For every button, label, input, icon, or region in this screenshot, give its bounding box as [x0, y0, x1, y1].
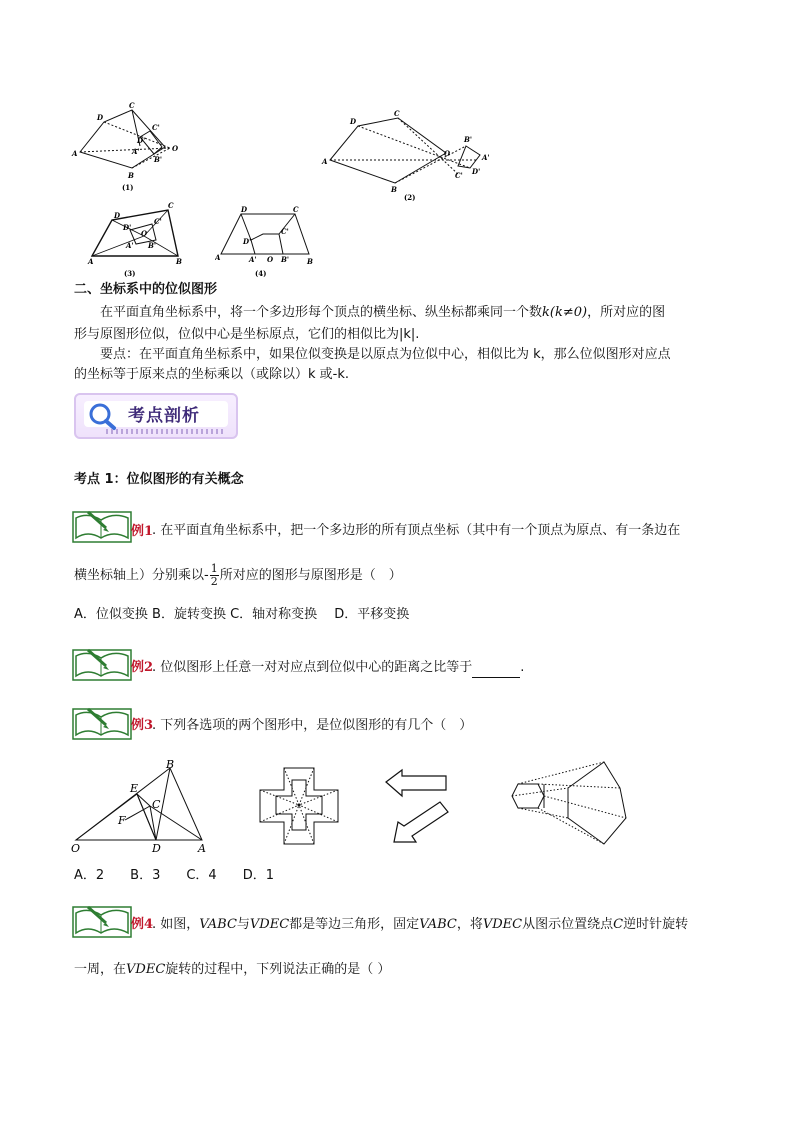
fraction: $\frac{1}{2}$ — [210, 562, 218, 588]
fig4-label-d: D — [241, 205, 248, 214]
fig1-label-bp: B' — [154, 155, 163, 164]
section-heading: 二、坐标系中的位似图形 — [74, 282, 218, 297]
example-4-line2: 一周，在VDEC旋转的过程中，下列说法正确的是（ ） — [74, 962, 391, 977]
ex3-figure-triangles — [70, 758, 215, 854]
fig3-label-o: O — [141, 229, 148, 238]
ex3-label-b: B — [166, 758, 175, 771]
fig2-label-dp: D' — [472, 167, 481, 176]
fig3-label-d: D — [114, 211, 121, 220]
answer-blank[interactable] — [472, 663, 520, 678]
fig1-label-a: A — [72, 149, 78, 158]
example-3-options: A．2 B．3 C．4 D．1 — [74, 868, 274, 883]
ex3-label-e: E — [130, 782, 139, 795]
ex3-label-f: F — [118, 814, 126, 827]
fig3-label-c: C — [168, 201, 174, 210]
fig1-caption: (1) — [122, 183, 134, 192]
example-2-text: . 位似图形上任意一对对应点到位似中心的距离之比等于 . — [152, 658, 524, 678]
fig4-caption: (4) — [255, 269, 267, 278]
fig2-label-a: A — [322, 157, 328, 166]
ex3-label-o: O — [71, 842, 81, 854]
example-3-text: . 下列各选项的两个图形中，是位似图形的有几个（ ） — [152, 718, 473, 733]
ex3-label-d: D — [152, 842, 161, 854]
fig3-label-cp: C' — [154, 217, 162, 226]
kaodian1-heading: 考点 1：位似图形的有关概念 — [74, 472, 244, 487]
fig3-caption: (3) — [124, 269, 136, 278]
fig4-label-c: C — [293, 205, 299, 214]
fig1-label-d: D — [97, 113, 104, 122]
fig1-label-cp: C' — [152, 123, 160, 132]
fig4-label-a: A — [215, 253, 221, 262]
example-4-label: 例4 — [131, 917, 154, 932]
book-pencil-icon — [72, 705, 132, 741]
figure-2 — [318, 108, 503, 203]
example-3-label: 例3 — [131, 718, 154, 733]
fig1-label-o: O — [172, 144, 179, 153]
book-pencil-icon — [72, 508, 132, 544]
fig3-label-ap: A' — [126, 241, 134, 250]
book-pencil-icon — [72, 903, 132, 939]
para1-k: k(k≠0) — [542, 305, 588, 320]
fig4-label-b: B — [307, 257, 313, 266]
section2-para2-line1: 要点：在平面直角坐标系中，如果位似变换是以原点为位似中心，相似比为 k，那么位似图形对应点 — [100, 347, 671, 362]
example-1-line1: . 在平面直角坐标系中，把一个多边形的所有顶点坐标（其中有一个顶点为原点、有一条边在 — [152, 523, 681, 538]
ex3-figure-crosses — [258, 766, 340, 846]
example-1-line2: 横坐标轴上）分别乘以- $\frac{1}{2}$ 所对应的图形与原图形是（ ） — [74, 562, 402, 588]
fig2-label-bp: B' — [464, 135, 473, 144]
fig2-caption: (2) — [404, 193, 416, 202]
book-pencil-icon — [72, 646, 132, 682]
fig1-label-ap: A' — [132, 147, 140, 156]
fig4-label-cp: C' — [281, 227, 289, 236]
para1-text-end: ，所对应的图 — [587, 305, 666, 320]
fig3-label-b: B — [176, 257, 182, 266]
fig2-label-d: D — [350, 117, 357, 126]
fig4-label-bp: B' — [281, 255, 290, 264]
figure-1 — [70, 100, 180, 195]
section2-para2-line2: 的坐标等于原来点的坐标乘以（或除以）k 或-k. — [74, 367, 350, 382]
banner-title: 考点剖析 — [128, 406, 200, 426]
fig4-label-o: O — [267, 255, 274, 264]
para1-text: 在平面直角坐标系中，将一个多边形每个顶点的横坐标、纵坐标都乘同一个数 — [100, 305, 543, 320]
fig4-label-dp: D' — [243, 237, 252, 246]
fig1-label-b: B — [128, 171, 134, 180]
fig2-label-ap: A' — [482, 153, 490, 162]
fig2-label-b: B — [391, 185, 397, 194]
fig3-label-a: A — [88, 257, 94, 266]
fig3-label-bp: B' — [148, 241, 157, 250]
fig2-label-o: O — [444, 149, 451, 158]
fig3-label-dp: D' — [123, 223, 132, 232]
example-2-label: 例2 — [131, 660, 154, 675]
fig1-label-dp: D' — [137, 136, 146, 145]
ex3-label-a: A — [198, 842, 206, 854]
fig4-label-ap: A' — [249, 255, 257, 264]
fig2-label-c: C — [394, 109, 400, 118]
fig2-label-cp: C' — [455, 171, 463, 180]
section2-para1-line1 — [100, 303, 665, 323]
kaodian-banner — [74, 393, 238, 439]
section2-para1-line2: 形与原图形位似，位似中心是坐标原点，它们的相似比为|k|. — [74, 327, 420, 342]
ex3-figure-arrows — [380, 768, 470, 850]
fig1-label-c: C — [129, 101, 135, 110]
example-4-line1: . 如图，VABC与VDEC都是等边三角形，固定VABC，将VDEC从图示位置绕点C逆时针旋转 — [152, 917, 689, 932]
magnifier-icon — [86, 401, 120, 431]
figure-4 — [215, 204, 315, 280]
ex3-label-c: C — [152, 798, 161, 811]
ex3-figure-hexagons — [508, 758, 630, 850]
example-1-options: A．位似变换 B．旋转变换 C．轴对称变换 D．平移变换 — [74, 607, 410, 622]
figure-3 — [86, 200, 191, 280]
example-1-label: 例1 — [131, 524, 154, 539]
